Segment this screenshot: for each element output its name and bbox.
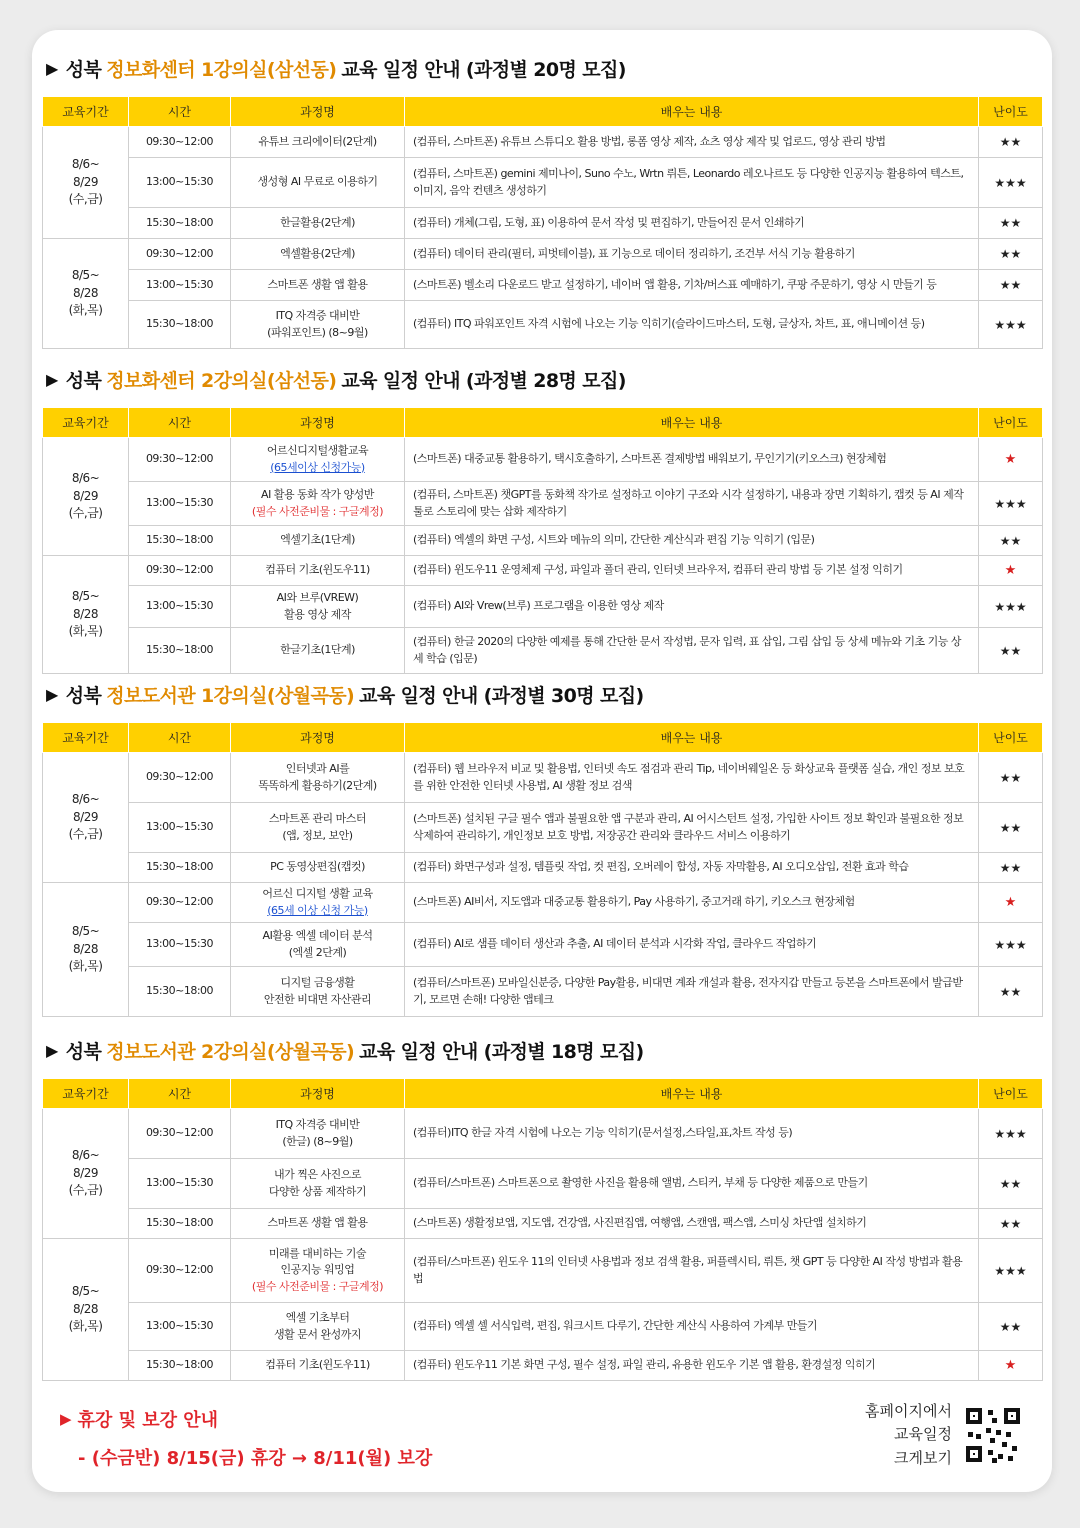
table-row: 8/6~ 8/29 (수,금) 09:30~12:00 어르신디지털생활교육 (65세이상 신청가능) (스마트폰) 대중교통 활용하기, 택시호출하기, 스마트폰 결제방법 배워보기, 무인기기(키오스크) 현장체험 ★ (43, 438, 1043, 482)
schedule-table (42, 407, 1043, 674)
table-row: 15:30~18:00 한글기초(1단계) (컴퓨터) 한글 2020의 다양한 예제를 통해 간단한 문서 작성법, 문자 입력, 표 삽입, 그림 삽입 등 상세 메뉴와 기초 기능 상세 학습 (입문) ★★ (43, 628, 1043, 674)
table-row: 8/5~ 8/28 (화,목) 09:30~12:00 미래를 대비하는 기술 인공지능 워밍업 (필수 사전준비물 : 구글계정) (컴퓨터/스마트폰) 윈도우 11의 인터넷 사용법과 정보 검색 활용, 퍼플렉시티, 뤼튼, 챗 GPT 등 다양한 AI 작성 방법과 활용법 ★★★ (43, 1239, 1043, 1303)
notice-detail: - (수금반) 8/15(금) 휴강 → 8/11(월) 보강 (78, 1448, 433, 1469)
qr-caption: 홈페이지에서 (865, 1402, 952, 1420)
holiday-notice (60, 1406, 432, 1470)
table-row: 13:00~15:30 생성형 AI 무료로 이용하기 (컴퓨터, 스마트폰) gemini 제미나이, Suno 수노, Wrtn 뤼튼, Leonardo 레오나르도 등 다양한 인공지능 활용하여 텍스트, 이미지, 음악 컨텐츠 생성하기 ★★★ (43, 158, 1043, 208)
table-row: 13:00~15:30 AI 활용 동화 작가 양성반 (필수 사전준비물 : 구글계정) (컴퓨터, 스마트폰) 챗GPT를 동화책 작가로 설정하고 이야기 구조와 시각 설정하기, 내용과 장면 기획하기, 캡컷 등 AI 제작툴로 스토리에 맞는 삽화 제작하기 ★★★ (43, 482, 1043, 526)
eligibility-note: (65세이상 신청가능) (270, 460, 365, 474)
table-row: 13:00~15:30 스마트폰 관리 마스터 (앱, 정보, 보안) (스마트폰) 설치된 구글 필수 앱과 불필요한 앱 구분과 관리, AI 어시스턴트 설정, 가입한 사이트 정보 확인과 불필요한 정보 삭제하여 관리하기, 개인정보 보호 방법, 저장공간 관리와 클라우드 서비스 이용하기 ★★ (43, 803, 1043, 853)
table-row: 13:00~15:30 내가 찍은 사진으로 다양한 상품 제작하기 (컴퓨터/스마트폰) 스마트폰으로 촬영한 사진을 활용해 앨범, 스티커, 부채 등 다양한 제품으로 만들기 ★★ (43, 1159, 1043, 1209)
triangle-icon: ▶ (60, 1410, 72, 1428)
qr-code-icon[interactable] (966, 1408, 1020, 1462)
table-header: 교육기간 시간 과정명 배우는 내용 난이도 (43, 97, 1043, 127)
section-2 (42, 363, 1042, 674)
schedule-table (42, 722, 1043, 1017)
table-row: 8/5~ 8/28 (화,목) 09:30~12:00 어르신 디지털 생활 교육 (65세 이상 신청 가능) (스마트폰) AI비서, 지도앱과 대중교통 활용하기, Pay 사용하기, 중고거래 하기, 키오스크 현장체험 ★ (43, 883, 1043, 923)
triangle-icon: ▶ (46, 369, 58, 389)
section-3 (42, 678, 1042, 1017)
section-4 (42, 1034, 1042, 1381)
schedule-table (42, 96, 1043, 349)
table-header: 교육기간 시간 과정명 배우는 내용 난이도 (43, 723, 1043, 753)
table-header: 교육기간 시간 과정명 배우는 내용 난이도 (43, 1079, 1043, 1109)
section-title: ▶ 성북 정보화센터 1강의실(삼선동) 교육 일정 안내 (과정별 20명 모집) (46, 58, 626, 81)
triangle-icon: ▶ (46, 1040, 58, 1060)
table-row: 15:30~18:00 스마트폰 생활 앱 활용 (스마트폰) 생활정보앱, 지도앱, 건강앱, 사진편집앱, 여행앱, 스캔앱, 팩스앱, 스미싱 차단앱 설치하기 ★★ (43, 1209, 1043, 1239)
table-row: 13:00~15:30 스마트폰 생활 앱 활용 (스마트폰) 벨소리 다운로드 받고 설정하기, 네이버 앱 활용, 기차/버스표 예매하기, 쿠팡 주문하기, 영상 시 만들기 등 ★★ (43, 270, 1043, 301)
notice-title: 휴강 및 보강 안내 (77, 1410, 219, 1431)
triangle-icon: ▶ (46, 58, 58, 78)
table-row: 15:30~18:00 PC 동영상편집(캡컷) (컴퓨터) 화면구성과 설정, 템플릿 작업, 컷 편집, 오버레이 합성, 자동 자막활용, AI 오디오삽입, 전환 효과 학습 ★★ (43, 853, 1043, 883)
table-row: 15:30~18:00 ITQ 자격증 대비반 (파워포인트) (8~9월) (컴퓨터) ITQ 파워포인트 자격 시험에 나오는 기능 익히기(슬라이드마스터, 도형, 글상자, 차트, 표, 애니메이션 등) ★★★ (43, 301, 1043, 349)
qr-caption: 교육일정 (894, 1425, 952, 1444)
table-row: 8/6~ 8/29 (수,금) 09:30~12:00 ITQ 자격증 대비반 (한글) (8~9월) (컴퓨터)ITQ 한글 자격 시험에 나오는 기능 익히기(문서설정,스타일,표,차트 작성 등) ★★★ (43, 1109, 1043, 1159)
section-title: ▶ 성북 정보도서관 2강의실(상월곡동) 교육 일정 안내 (과정별 18명 모집) (46, 1040, 644, 1063)
table-header: 교육기간 시간 과정명 배우는 내용 난이도 (43, 408, 1043, 438)
prep-note: (필수 사전준비물 : 구글계정) (251, 504, 384, 518)
prep-note: (필수 사전준비물 : 구글계정) (251, 1279, 384, 1293)
section-1 (42, 52, 1042, 349)
schedule-card (32, 30, 1052, 1492)
table-row: 15:30~18:00 디지털 금융생활 안전한 비대면 자산관리 (컴퓨터/스마트폰) 모바일신분증, 다양한 Pay활용, 비대면 계좌 개설과 활용, 전자지갑 만들고 등본을 스마트폰에서 발급받기, 모르면 손해! 다양한 앱테크 ★★ (43, 967, 1043, 1017)
triangle-icon: ▶ (46, 684, 58, 704)
eligibility-note: (65세 이상 신청 가능) (267, 903, 368, 917)
section-title: ▶ 성북 정보도서관 1강의실(상월곡동) 교육 일정 안내 (과정별 30명 모집) (46, 684, 644, 707)
table-row: 8/5~ 8/28 (화,목) 09:30~12:00 엑셀활용(2단계) (컴퓨터) 데이터 관리(필터, 피벗테이블), 표 기능으로 데이터 정리하기, 조건부 서식 기능 활용하기 ★★ (43, 239, 1043, 270)
table-row: 13:00~15:30 AI와 브루(VREW) 활용 영상 제작 (컴퓨터) AI와 Vrew(브루) 프로그램을 이용한 영상 제작 ★★★ (43, 586, 1043, 628)
schedule-table (42, 1078, 1043, 1381)
table-row: 8/6~ 8/29 (수,금) 09:30~12:00 유튜브 크리에이터(2단계) (컴퓨터, 스마트폰) 유튜브 스튜디오 활용 방법, 롱폼 영상 제작, 쇼츠 영상 제작 및 업로드, 영상 관리 방법 ★★ (43, 127, 1043, 158)
section-title: ▶ 성북 정보화센터 2강의실(삼선동) 교육 일정 안내 (과정별 28명 모집) (46, 369, 626, 392)
table-row: 8/6~ 8/29 (수,금) 09:30~12:00 인터넷과 AI를 똑똑하게 활용하기(2단계) (컴퓨터) 웹 브라우저 비교 및 활용법, 인터넷 속도 점검과 관리 Tip, 네이버웨일온 등 화상교육 플랫폼 실습, 개인 정보 보호를 위한 안전한 인터넷 사용법, AI 생활 정보 검색 ★★ (43, 753, 1043, 803)
table-row: 13:00~15:30 AI활용 엑셀 데이터 분석 (엑셀 2단계) (컴퓨터) AI로 샘플 데이터 생산과 추출, AI 데이터 분석과 시각화 작업, 클라우드 작업하기 ★★★ (43, 923, 1043, 967)
table-row: 15:30~18:00 컴퓨터 기초(윈도우11) (컴퓨터) 윈도우11 기본 화면 구성, 필수 설정, 파일 관리, 유용한 윈도우 기본 앱 활용, 환경설정 익히기 ★ (43, 1351, 1043, 1381)
table-row: 13:00~15:30 엑셀 기초부터 생활 문서 완성까지 (컴퓨터) 엑셀 셀 서식입력, 편집, 워크시트 다루기, 간단한 계산식 사용하여 가계부 만들기 ★★ (43, 1303, 1043, 1351)
qr-caption: 크게보기 (894, 1448, 952, 1467)
qr-section (865, 1400, 1020, 1470)
table-row: 15:30~18:00 엑셀기초(1단계) (컴퓨터) 엑셀의 화면 구성, 시트와 메뉴의 의미, 간단한 계산식과 편집 기능 익히기 (입문) ★★ (43, 526, 1043, 556)
table-row: 15:30~18:00 한글활용(2단계) (컴퓨터) 개체(그림, 도형, 표) 이용하여 문서 작성 및 편집하기, 만들어진 문서 인쇄하기 ★★ (43, 208, 1043, 239)
table-row: 8/5~ 8/28 (화,목) 09:30~12:00 컴퓨터 기초(윈도우11) (컴퓨터) 윈도우11 운영체제 구성, 파일과 폴더 관리, 인터넷 브라우저, 컴퓨터 관리 방법 등 기본 설정 익히기 ★ (43, 556, 1043, 586)
